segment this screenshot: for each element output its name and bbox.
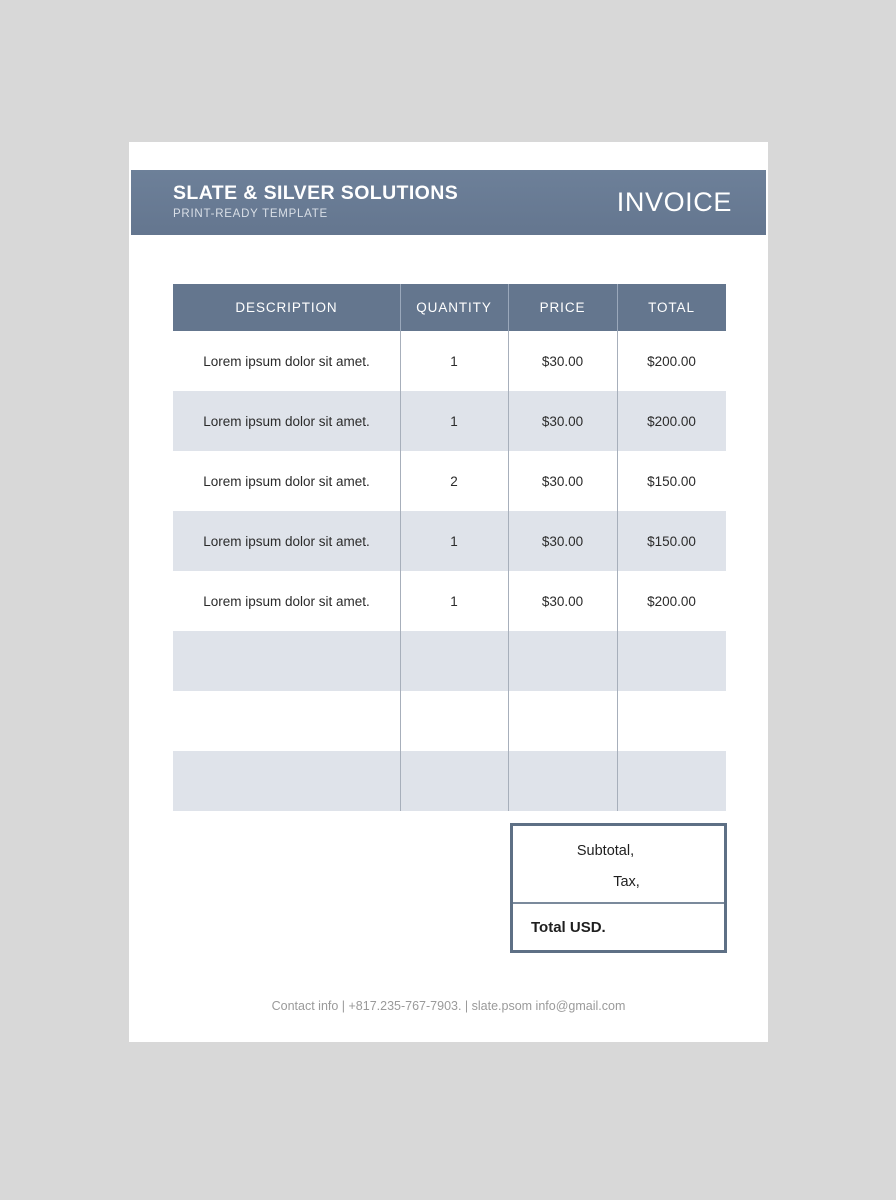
table-row-empty[interactable] (173, 751, 726, 811)
table-row-empty[interactable] (173, 691, 726, 751)
table-row[interactable] (173, 571, 726, 631)
cell-total: $150.00 (617, 451, 726, 511)
footer-contact-info: Contact info | +817.235-767-7903. | slate.psom info@gmail.com (271, 999, 626, 1013)
cell-total (617, 691, 726, 751)
table-row[interactable] (173, 451, 726, 511)
table-row[interactable] (173, 391, 726, 451)
cell-quantity (400, 691, 508, 751)
cell-quantity (400, 751, 508, 811)
document-title: INVOICE (616, 187, 732, 217)
cell-description: Lorem ipsum dolor sit amet. (203, 473, 370, 489)
cell-description: Lorem ipsum dolor sit amet. (203, 353, 370, 369)
cell-total (617, 631, 726, 691)
table-header-row (173, 284, 726, 331)
line-items-table (173, 284, 726, 811)
totals-lower-section (513, 904, 724, 950)
column-header-description: DESCRIPTION (235, 300, 338, 315)
cell-price: $30.00 (508, 571, 617, 631)
grand-total-label: Total USD. (531, 918, 606, 936)
cell-price (508, 751, 617, 811)
cell-total: $200.00 (617, 331, 726, 391)
table-row[interactable] (173, 331, 726, 391)
cell-total: $150.00 (617, 511, 726, 571)
invoice-header-band (131, 170, 766, 235)
column-header-total: TOTAL (617, 284, 726, 331)
cell-price: $30.00 (508, 331, 617, 391)
column-header-quantity: QUANTITY (400, 284, 508, 331)
cell-quantity: 2 (400, 451, 508, 511)
cell-description: Lorem ipsum dolor sit amet. (203, 533, 370, 549)
cell-description (173, 631, 400, 691)
subtotal-label: Subtotal, (576, 843, 635, 859)
company-name: SLATE & SILVER SOLUTIONS (173, 182, 459, 204)
cell-total: $200.00 (617, 571, 726, 631)
cell-quantity: 1 (400, 391, 508, 451)
cell-quantity (400, 631, 508, 691)
table-row[interactable] (173, 511, 726, 571)
cell-price (508, 691, 617, 751)
cell-description: Lorem ipsum dolor sit amet. (203, 593, 370, 609)
cell-quantity: 1 (400, 571, 508, 631)
cell-description (173, 751, 400, 811)
cell-price: $30.00 (508, 391, 617, 451)
invoice-paper (129, 142, 768, 1042)
cell-price (508, 631, 617, 691)
company-tagline: PRINT-READY TEMPLATE (173, 208, 328, 220)
brand-block (173, 181, 458, 223)
totals-upper-section (513, 826, 724, 904)
cell-total: $200.00 (617, 391, 726, 451)
cell-description: Lorem ipsum dolor sit amet. (203, 413, 370, 429)
column-header-price: PRICE (508, 284, 617, 331)
cell-quantity: 1 (400, 511, 508, 571)
cell-price: $30.00 (508, 451, 617, 511)
cell-description (173, 691, 400, 751)
totals-box (510, 823, 727, 953)
cell-total (617, 751, 726, 811)
cell-quantity: 1 (400, 331, 508, 391)
table-row-empty[interactable] (173, 631, 726, 691)
cell-price: $30.00 (508, 511, 617, 571)
tax-label: Tax, (613, 874, 640, 890)
